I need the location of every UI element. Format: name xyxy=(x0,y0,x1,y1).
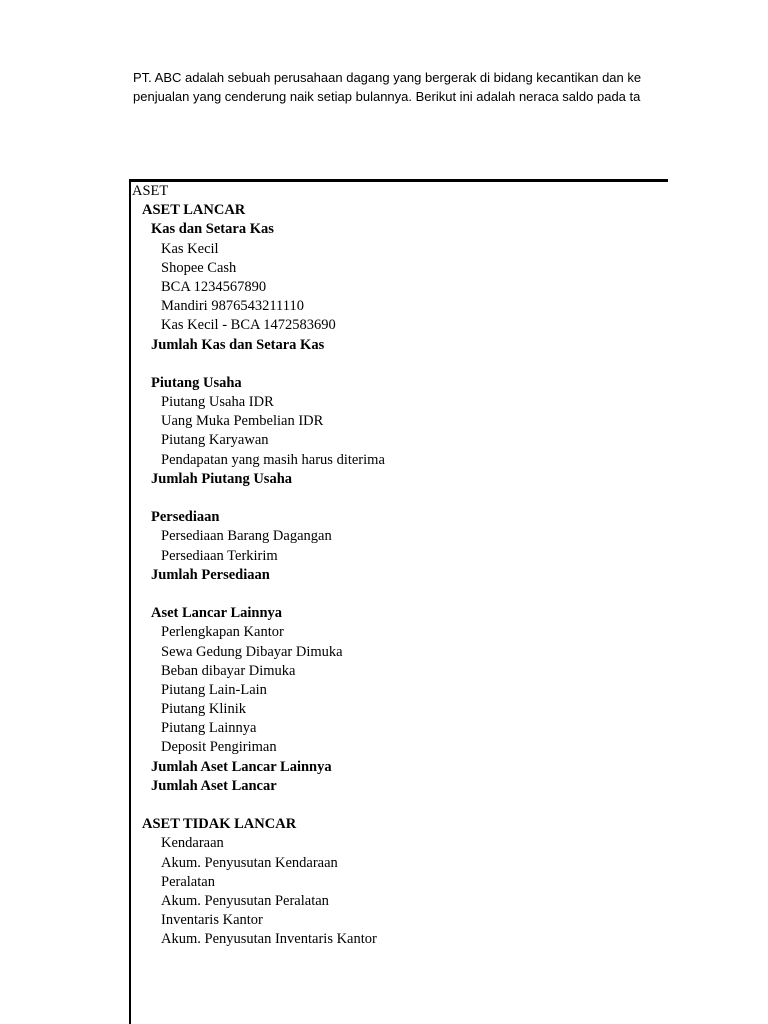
account-row: Jumlah Aset Lancar Lainnya xyxy=(151,758,332,775)
account-row: Piutang Usaha IDR xyxy=(161,394,274,411)
account-row: Piutang Klinik xyxy=(161,701,246,718)
account-row: Sewa Gedung Dibayar Dimuka xyxy=(161,643,343,660)
blank-row xyxy=(131,796,668,815)
account-row: Persediaan Barang Dagangan xyxy=(161,528,332,545)
account-row: BCA 1234567890 xyxy=(161,278,267,295)
account-row: Akum. Penyusutan Kendaraan xyxy=(161,854,338,871)
blank-row xyxy=(131,355,668,374)
account-row: Jumlah Piutang Usaha xyxy=(151,470,293,487)
intro-line-2: penjualan yang cenderung naik setiap bulannya. Berikut ini adalah neraca saldo pada ta xyxy=(133,89,641,104)
account-row: Uang Muka Pembelian IDR xyxy=(161,413,324,430)
account-row: ASET LANCAR xyxy=(142,202,246,219)
account-row: Akum. Penyusutan Inventaris Kantor xyxy=(161,931,377,948)
account-rows xyxy=(131,182,668,950)
account-row: Deposit Pengiriman xyxy=(161,739,277,756)
account-row: Kendaraan xyxy=(161,835,224,852)
account-row: Jumlah Aset Lancar xyxy=(151,777,277,794)
account-row: Piutang Usaha xyxy=(151,374,242,391)
account-row: Akum. Penyusutan Peralatan xyxy=(161,892,329,909)
account-row: Persediaan Terkirim xyxy=(161,547,278,564)
account-row: Mandiri 9876543211110 xyxy=(161,298,304,315)
account-row: Aset Lancar Lainnya xyxy=(151,605,283,622)
account-row: ASET TIDAK LANCAR xyxy=(142,816,297,833)
account-row: Pendapatan yang masih harus diterima xyxy=(161,451,385,468)
account-row: Inventaris Kantor xyxy=(161,912,263,929)
account-row: Jumlah Persediaan xyxy=(151,566,270,583)
balance-sheet-table xyxy=(129,179,668,1024)
account-row: Piutang Karyawan xyxy=(161,432,269,449)
account-row: Kas Kecil xyxy=(161,240,219,257)
account-row: Piutang Lain-Lain xyxy=(161,681,267,698)
account-row: Beban dibayar Dimuka xyxy=(161,662,296,679)
intro-line-1: PT. ABC adalah sebuah perusahaan dagang yang bergerak di bidang kecantikan dan ke xyxy=(133,70,642,85)
account-row: Kas dan Setara Kas xyxy=(151,221,274,238)
account-row: ASET xyxy=(132,183,169,199)
intro-paragraph xyxy=(133,68,668,106)
account-row: Shopee Cash xyxy=(161,259,237,276)
account-row: Peralatan xyxy=(161,873,215,890)
account-row: Perlengkapan Kantor xyxy=(161,624,284,641)
account-row: Jumlah Kas dan Setara Kas xyxy=(151,336,325,353)
account-row: Persediaan xyxy=(151,509,220,526)
blank-row xyxy=(131,585,668,604)
account-row: Kas Kecil - BCA 1472583690 xyxy=(161,317,336,334)
blank-row xyxy=(131,489,668,508)
account-row: Piutang Lainnya xyxy=(161,720,257,737)
